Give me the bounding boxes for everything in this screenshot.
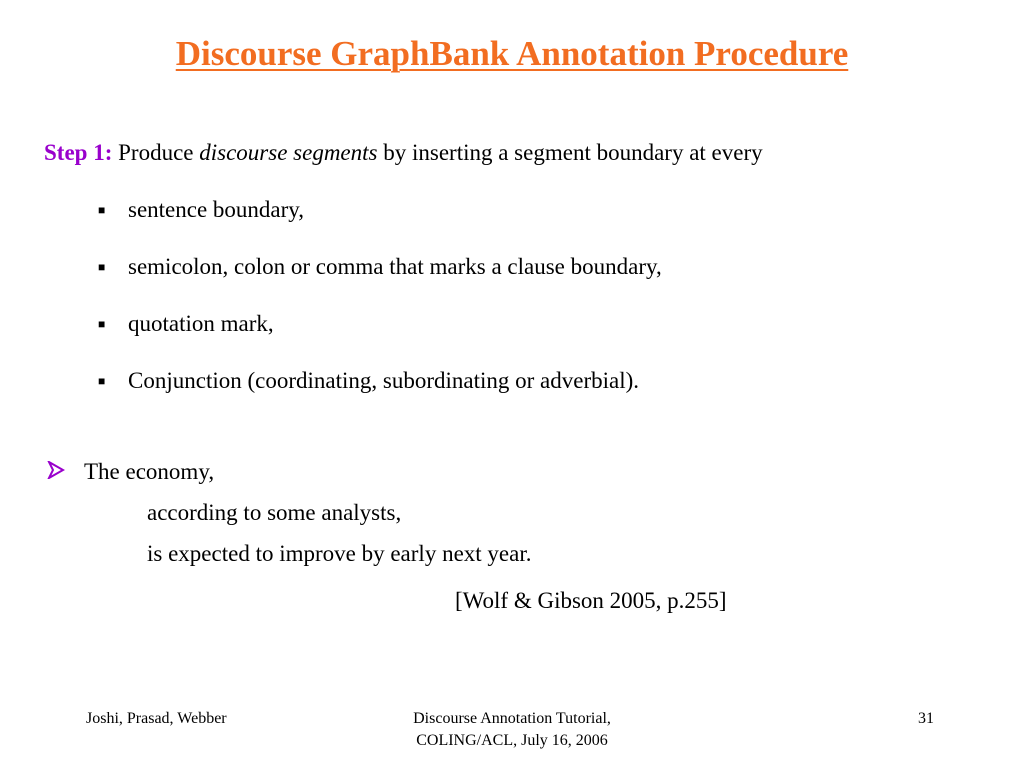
list-item: Conjunction (coordinating, subordinating or adverbial).	[128, 368, 639, 393]
slide-title: Discourse GraphBank Annotation Procedure	[175, 34, 849, 73]
step-text-emphasis: discourse segments	[199, 140, 378, 165]
step-line	[44, 139, 763, 167]
step-text-before: Produce	[112, 140, 200, 165]
square-bullet-icon: ■	[98, 317, 106, 331]
square-bullet-icon: ■	[98, 203, 106, 217]
footer-event	[362, 708, 662, 751]
footer-event-line-1: Discourse Annotation Tutorial,	[413, 710, 611, 727]
example-line-1: The economy,	[84, 459, 215, 484]
step-text-after: by inserting a segment boundary at every	[377, 140, 763, 165]
citation: [Wolf & Gibson 2005, p.255]	[455, 588, 727, 613]
footer-event-line-2: COLING/ACL, July 16, 2006	[416, 731, 608, 749]
step-label: Step 1:	[44, 140, 113, 165]
example-line-2: according to some analysts,	[147, 500, 402, 525]
list-item: semicolon, colon or comma that marks a clause boundary,	[128, 254, 662, 279]
list-item: sentence boundary,	[128, 197, 305, 222]
footer-authors: Joshi, Prasad, Webber	[86, 710, 227, 727]
footer-page-number: 31	[918, 710, 934, 727]
list-item: quotation mark,	[128, 311, 274, 336]
square-bullet-icon: ■	[98, 374, 106, 388]
square-bullet-icon: ■	[98, 260, 106, 274]
arrow-bullet-icon	[47, 461, 65, 479]
example-line-3: is expected to improve by early next year.	[147, 541, 532, 566]
